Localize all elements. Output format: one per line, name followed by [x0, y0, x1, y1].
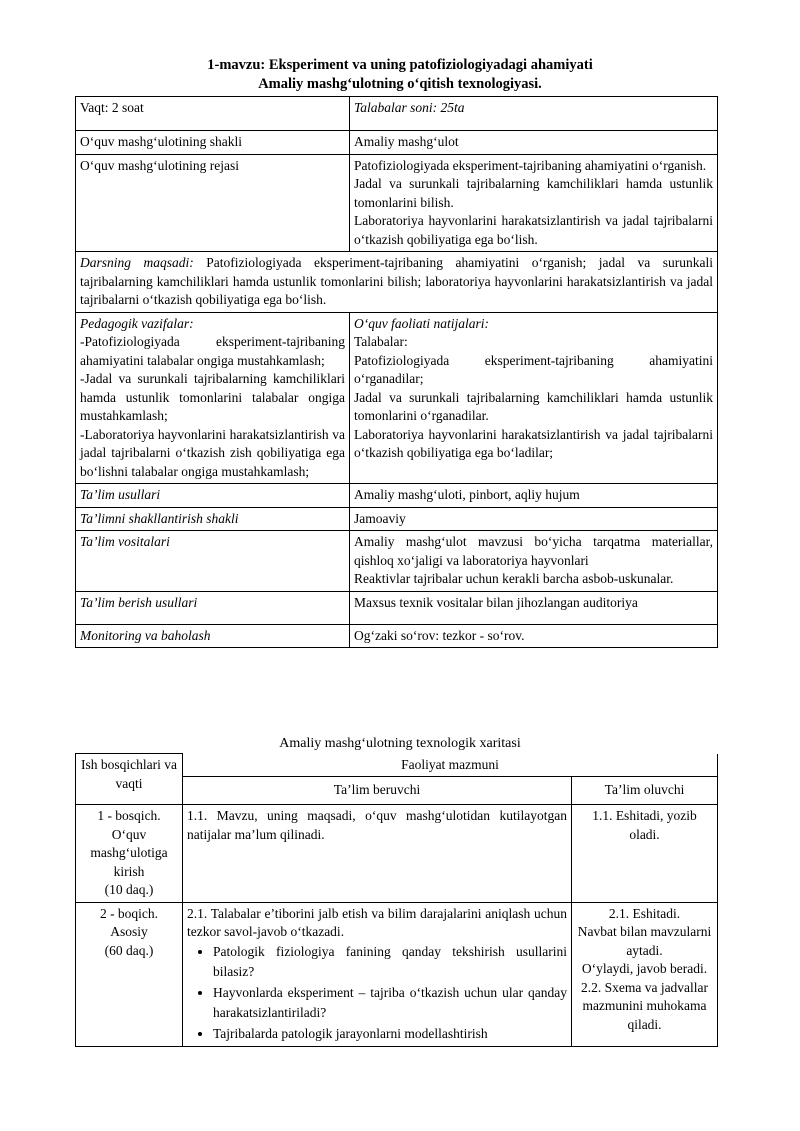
plan-value: [350, 154, 718, 252]
goal-text: Patofiziologiyada eksperiment-tajribaning ahamiyatini o‘rganish; jadal va surunkali tajribalarning kamchiliklari hamda ustunlik tomonlarini bilish; laboratoriya hayvonlarini harakatsizlantirish va jadal tajribalarni o‘tkazish qobiliyatiga ega bo‘lish.: [80, 255, 714, 307]
lesson-info-table: [75, 96, 718, 648]
header-student: Ta’lim oluvchi: [572, 777, 718, 805]
row1-stage: [76, 805, 183, 903]
delivery-label: Ta’lim berish usullari: [76, 591, 350, 624]
delivery-value: Maxsus texnik vositalar bilan jihozlangan auditoriya: [350, 591, 718, 624]
form-value: Amaliy mashg‘ulot: [350, 131, 718, 155]
results-item: Patofiziologiyada eksperiment-tajribaning ahamiyatini o‘rganadilar;: [354, 352, 713, 386]
stage-line: 2 - boqich.: [99, 905, 159, 921]
monitor-label: Monitoring va baholash: [76, 624, 350, 648]
plan-item: Jadal va surunkali tajribalarning kamchiliklari hamda ustunlik tomonlarini bilish.: [354, 176, 713, 210]
means-item: Amaliy mashg‘ulot mavzusi bo‘yicha tarqatma materiallar, qishloq xo‘jaligi va laboratoriya hayvonlari: [354, 534, 713, 568]
stage-line: Asosiy: [110, 924, 148, 939]
ped-label: Pedagogik vazifalar:: [80, 315, 194, 331]
student-line: O‘ylaydi, javob beradi.: [581, 961, 708, 976]
goal-label: Darsning maqsadi:: [80, 255, 194, 270]
means-value: [350, 531, 718, 592]
org-value: Jamoaviy: [350, 507, 718, 531]
plan-item: Patofiziologiyada eksperiment-tajribaning ahamiyatini o‘rganish.: [354, 157, 707, 173]
title-line-1: 1-mavzu: Eksperiment va uning patofiziologiyadagi ahamiyati: [207, 57, 593, 73]
results-item: Talabalar:: [354, 334, 408, 349]
row2-teacher: [183, 902, 572, 1047]
students-cell: Talabalar soni: 25ta: [350, 97, 718, 131]
ped-item: -Laboratoriya hayvonlarini harakatsizlantirish va jadal tajribalarni o‘tkazish zish qobiliyatiga ega bo‘lishni talabalar ongiga mustahkamlash;: [80, 426, 345, 479]
results-label: O‘quv faoliati natijalari:: [354, 315, 489, 331]
row2-stage: [76, 902, 183, 1047]
header-content: Faoliyat mazmuni: [183, 754, 718, 777]
monitor-value: Og‘zaki so‘rov: tezkor - so‘rov.: [350, 624, 718, 648]
form-label: O‘quv mashg‘ulotining shakli: [76, 131, 350, 155]
lesson-goal: [76, 252, 718, 313]
document-title: [0, 56, 800, 94]
question-item: • Tajribalarda patologik jarayonlarni modellashtirish: [213, 1024, 567, 1045]
plan-item: Laboratoriya hayvonlarini harakatsizlantirish va jadal tajribalarni o‘tkazish qobiliyatiga ega bo‘lish.: [354, 213, 713, 247]
row2-intro: 2.1. Talabalar e’tiborini jalb etish va bilim darajalarini aniqlash uchun tezkor savol-javob o‘tkazadi.: [187, 905, 567, 939]
question-item: • Patologik fiziologiya fanining qanday tekshirish usullarini bilasiz?: [213, 942, 567, 983]
tech-map-table: [75, 753, 718, 1047]
stage-line: (60 daq.): [104, 942, 154, 958]
question-item: • Hayvonlarda eksperiment – tajriba o‘tkazish uchun ular qanday harakatsizlantiriladi?: [213, 983, 567, 1024]
row1-teacher: 1.1. Mavzu, uning maqsadi, o‘quv mashg‘ulotidan kutilayotgan natijalar ma’lum qilinadi.: [183, 805, 572, 903]
student-line: 2.2. Sxema va jadvallar mazmunini muhokama qiladi.: [580, 979, 709, 1032]
student-line: 2.1. Eshitadi.: [608, 905, 681, 921]
results-item: Jadal va surunkali tajribalarning kamchiliklari hamda ustunlik tomonlarini o‘rganadilar.: [354, 389, 713, 423]
results-item: Laboratoriya hayvonlarini harakatsizlantirish va jadal tajribalarni o‘tkazish qobiliyatiga ega bo‘ladilar;: [354, 426, 713, 460]
question-list: [187, 942, 567, 1045]
time-cell: Vaqt: 2 soat: [76, 97, 350, 131]
stage-line: 1 - bosqich.: [97, 808, 161, 823]
ped-item: -Patofiziologiyada eksperiment-tajribaning ahamiyatini talabalar ongiga mustahkamlash;: [80, 334, 345, 368]
student-line: Navbat bilan mavzularni aytadi.: [577, 924, 712, 958]
means-item: Reaktivlar tajribalar uchun kerakli barcha asbob-uskunalar.: [354, 571, 674, 586]
methods-value: Amaliy mashg‘uloti, pinbort, aqliy hujum: [350, 484, 718, 508]
pedagogical-tasks: [76, 312, 350, 484]
means-label: Ta’lim vositalari: [76, 531, 350, 592]
plan-label: O‘quv mashg‘ulotining rejasi: [76, 154, 350, 252]
stage-line: (10 daq.): [104, 882, 154, 897]
learning-results: [350, 312, 718, 484]
title-line-2: Amaliy mashg‘ulotning o‘qitish texnologiyasi.: [258, 76, 542, 92]
tech-map-caption: Amaliy mashg‘ulotning texnologik xaritasi: [279, 736, 521, 751]
header-stage: Ish bosqichlari va vaqti: [76, 754, 183, 805]
row1-student: 1.1. Eshitadi, yozib oladi.: [572, 805, 718, 903]
row2-student: [572, 902, 718, 1047]
header-teacher: Ta’lim beruvchi: [183, 777, 572, 805]
org-label: Ta’limni shakllantirish shakli: [76, 507, 350, 531]
ped-item: -Jadal va surunkali tajribalarning kamchiliklari hamda ustunlik tomonlarini talabalar ongiga mustahkamlash;: [80, 371, 345, 423]
methods-label: Ta’lim usullari: [76, 484, 350, 508]
stage-line: O‘quv mashg‘ulotiga kirish: [90, 826, 168, 879]
